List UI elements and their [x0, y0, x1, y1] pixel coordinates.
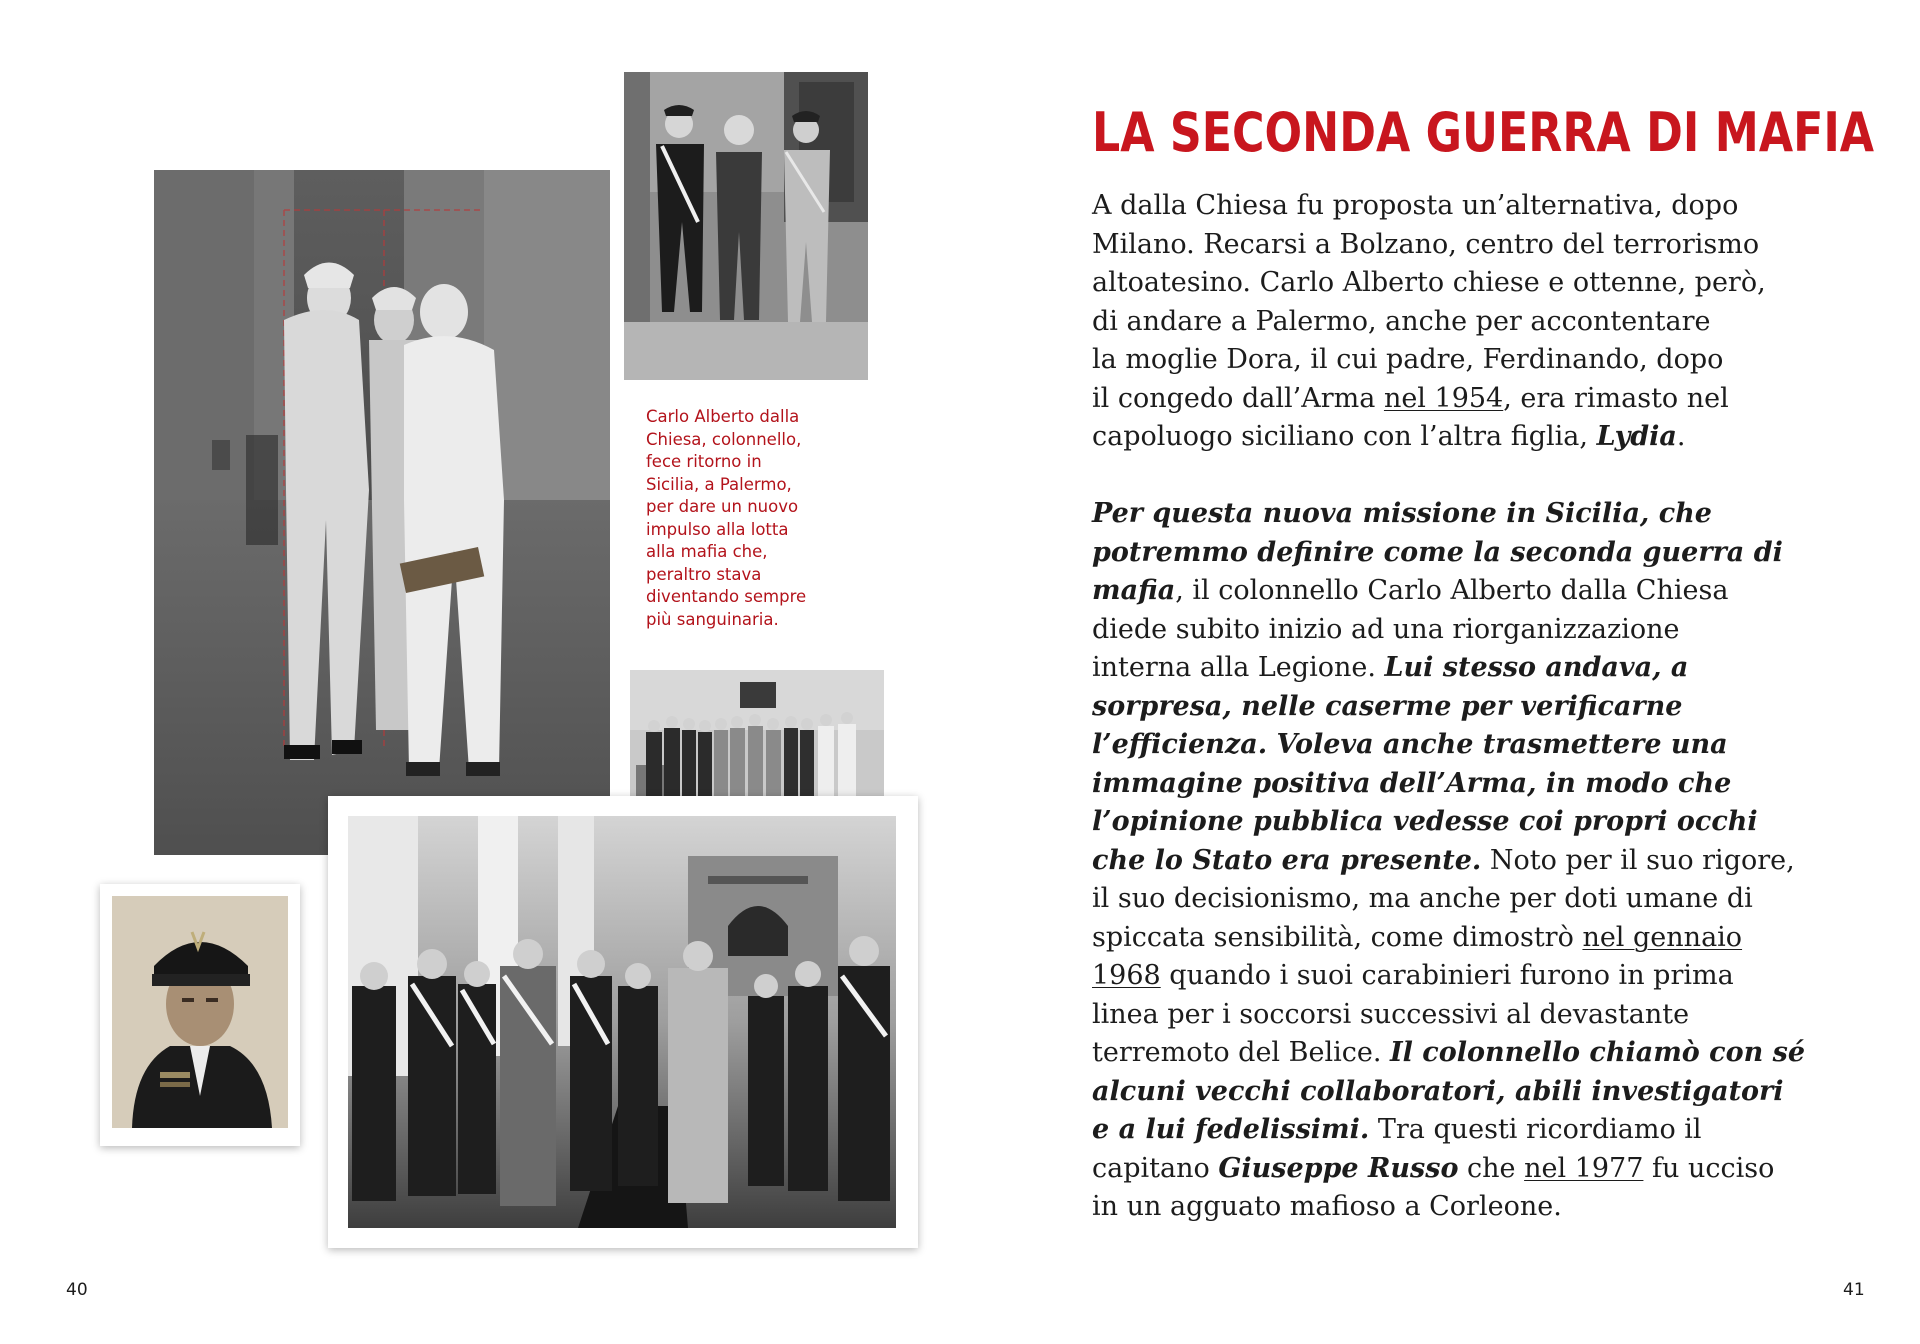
- article-line: [1092, 996, 1822, 1035]
- text-run: A dalla Chiesa fu proposta un’alternativa, dopo: [1092, 190, 1739, 221]
- text-run: capitano: [1092, 1152, 1219, 1184]
- emphasis-text: Per questa nuova missione in Sicilia, che: [1092, 498, 1712, 529]
- text-run: capoluogo siciliano con l’altra figlia,: [1092, 421, 1597, 452]
- article-line: [1092, 418, 1822, 457]
- article-title: LA SECONDA GUERRA DI MAFIA: [1092, 101, 1875, 164]
- article-line: [1092, 1150, 1822, 1189]
- text-run: di andare a Palermo, anche per accontentare: [1092, 305, 1711, 337]
- emphasis-text: e a lui fedelissimi.: [1092, 1114, 1370, 1145]
- text-run: Tra questi ricordiamo il: [1369, 1114, 1702, 1145]
- article-paragraph-2: [1092, 495, 1822, 1227]
- underlined-date: 1968: [1092, 960, 1161, 991]
- article-line: [1092, 880, 1822, 919]
- text-run: .: [1676, 421, 1686, 452]
- article-line: [1092, 611, 1822, 650]
- photo-hallway-handshake: [154, 170, 610, 855]
- text-run: Noto per il suo rigore,: [1481, 844, 1795, 876]
- article-line: [1092, 1111, 1822, 1150]
- article-line: [1092, 380, 1822, 419]
- page-number-left: 40: [66, 1280, 88, 1300]
- photo-ceremony-hall: [348, 816, 896, 1228]
- text-run: in un agguato mafioso a Corleone.: [1092, 1191, 1562, 1222]
- emphasis-text: l’efficienza. Voleva anche trasmettere una: [1092, 729, 1728, 760]
- caption-line: per dare un nuovo: [646, 497, 799, 516]
- article-line: [1092, 341, 1822, 380]
- emphasis-text: Lydia: [1596, 421, 1677, 452]
- emphasis-text: l’opinione pubblica vedesse coi propri occhi: [1092, 806, 1758, 837]
- article-line: [1092, 649, 1822, 688]
- emphasis-text: Lui stesso andava, a: [1384, 652, 1689, 683]
- text-run: fu ucciso: [1643, 1152, 1775, 1184]
- article-line: [1092, 919, 1822, 958]
- text-run: quando i suoi carabinieri furono in prima: [1160, 960, 1734, 991]
- caption-line: alla mafia che,: [646, 542, 768, 561]
- text-run: , era rimasto nel: [1503, 382, 1729, 414]
- article-line: [1092, 534, 1822, 573]
- photo-three-officers: [624, 72, 868, 380]
- article-line: [1092, 495, 1822, 534]
- text-run: altoatesino. Carlo Alberto chiese e ottenne, però,: [1092, 267, 1766, 298]
- caption-line: impulso alla lotta: [646, 519, 789, 539]
- emphasis-text: Il colonnello chiamò con sé: [1390, 1037, 1806, 1068]
- text-run: , il colonnello Carlo Alberto dalla Chiesa: [1175, 575, 1729, 606]
- article-line: [1092, 187, 1822, 226]
- article-line: [1092, 226, 1822, 265]
- caption-line: più sanguinaria.: [646, 609, 779, 629]
- photo-portrait-officer: [112, 896, 288, 1128]
- emphasis-text: immagine positiva dell’Arma, in modo che: [1092, 767, 1732, 799]
- article-line: [1092, 264, 1822, 303]
- emphasis-text: potremmo definire come la seconda guerra di: [1092, 536, 1783, 568]
- text-run: che: [1458, 1152, 1525, 1184]
- text-run: interna alla Legione.: [1092, 652, 1385, 683]
- text-run: linea per i soccorsi successivi al devastante: [1092, 998, 1690, 1030]
- page-number-right: 41: [1843, 1280, 1865, 1300]
- underlined-date: nel gennaio: [1582, 921, 1743, 953]
- emphasis-text: sorpresa, nelle caserme per verificarne: [1092, 690, 1683, 722]
- text-run: diede subito inizio ad una riorganizzazione: [1092, 613, 1680, 645]
- caption-line: Carlo Alberto dalla: [646, 407, 800, 426]
- emphasis-text: mafia: [1092, 575, 1176, 606]
- article-line: [1092, 303, 1822, 342]
- underlined-date: nel 1954: [1383, 382, 1504, 414]
- article-line: [1092, 688, 1822, 727]
- caption-line: peraltro stava: [646, 564, 762, 584]
- article-line: [1092, 572, 1822, 611]
- caption-line: Chiesa, colonnello,: [646, 429, 802, 449]
- text-run: il congedo dall’Arma: [1092, 382, 1384, 414]
- article-line: [1092, 957, 1822, 996]
- text-run: spiccata sensibilità, come dimostrò: [1092, 921, 1583, 953]
- caption-line: diventando sempre: [646, 587, 807, 606]
- underlined-date: nel 1977: [1524, 1152, 1644, 1184]
- article-paragraph-1: [1092, 187, 1822, 457]
- article-line: [1092, 1188, 1822, 1227]
- emphasis-text: Giuseppe Russo: [1218, 1152, 1459, 1184]
- caption-line: fece ritorno in: [646, 452, 762, 471]
- article-line: [1092, 726, 1822, 765]
- article-line: [1092, 842, 1822, 881]
- article-line: [1092, 803, 1822, 842]
- text-run: Milano. Recarsi a Bolzano, centro del terrorismo: [1092, 228, 1760, 260]
- text-run: terremoto del Belice.: [1092, 1037, 1391, 1068]
- article-line: [1092, 1073, 1822, 1112]
- photo-caption: [646, 406, 836, 631]
- article-line: [1092, 765, 1822, 804]
- emphasis-text: che lo Stato era presente.: [1092, 844, 1482, 876]
- caption-line: Sicilia, a Palermo,: [646, 474, 792, 494]
- text-run: la moglie Dora, il cui padre, Ferdinando, dopo: [1092, 344, 1724, 375]
- text-run: il suo decisionismo, ma anche per doti umane di: [1092, 883, 1753, 914]
- emphasis-text: alcuni vecchi collaboratori, abili investigatori: [1092, 1075, 1784, 1107]
- article-line: [1092, 1034, 1822, 1073]
